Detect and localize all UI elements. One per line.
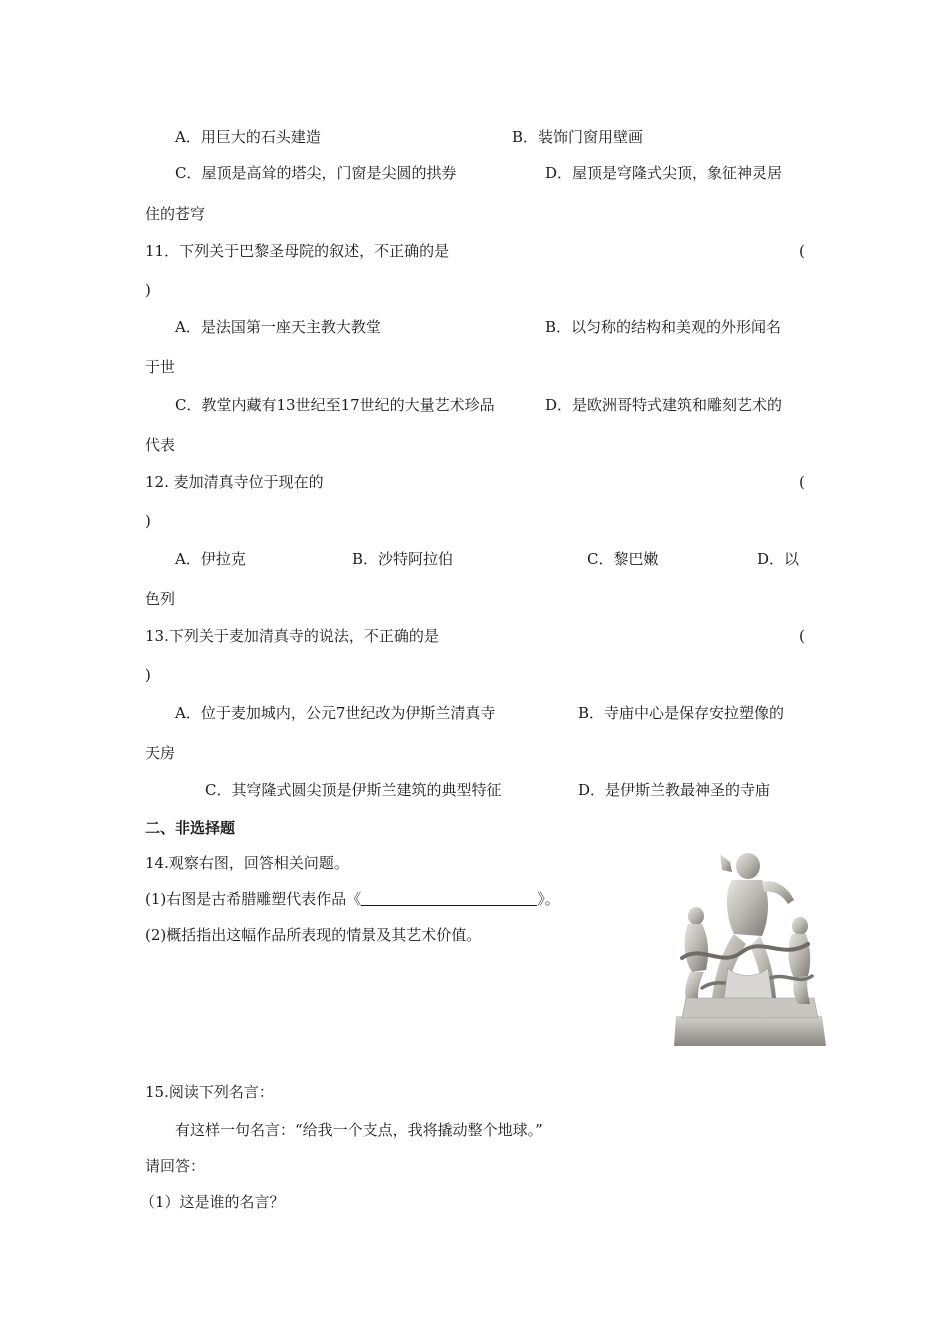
q14-stem: 14.观察右图，回答相关问题。 [145,854,349,872]
q12-option-b: B．沙特阿拉伯 [352,550,454,568]
statue-central-head [736,853,760,879]
q12-option-c: C．黎巴嫩 [587,550,659,568]
q14-sub1-suffix: 》。 [537,890,560,908]
q13-option-b-continued: 天房 [145,744,176,762]
q13-option-c: C．其穹隆式圆尖顶是伊斯兰建筑的典型特征 [205,781,502,799]
q12-stem: 12. 麦加清真寺位于现在的 [145,473,324,491]
q15-prompt: 请回答： [145,1157,206,1175]
q10-option-c: C．屋顶是高耸的塔尖，门窗是尖圆的拱券 [175,164,457,182]
statue-left-son [688,907,704,925]
laocoon-statue-image [672,848,828,1048]
statue-right-son [792,917,808,935]
q10-option-a: A．用巨大的石头建造 [175,128,321,146]
q13-option-b: B．寺庙中心是保存安拉塑像的 [578,704,785,722]
q11-stem: 11．下列关于巴黎圣母院的叙述，不正确的是 [145,242,450,260]
q12-answer-paren-open: ( [799,473,805,491]
q15-sub1: （1）这是谁的名言？ [140,1193,285,1211]
q13-stem: 13.下列关于麦加清真寺的说法，不正确的是 [145,627,439,645]
q10-option-d-continued: 住的苍穹 [145,205,206,223]
q11-answer-paren-close: ) [145,281,151,299]
q15-quote: 有这样一句名言：“给我一个支点，我将撬动整个地球。” [175,1121,543,1139]
q11-option-d-continued: 代表 [145,436,176,454]
q14-sub2: (2)概括指出这幅作品所表现的情景及其艺术价值。 [145,926,482,944]
q14-sub1-prefix: (1)右图是古希腊雕塑代表作品《 [145,890,362,908]
q15-stem: 15.阅读下列名言： [145,1083,274,1101]
q14-answer-blank[interactable] [361,891,537,906]
q11-option-a: A．是法国第一座天主教大教堂 [175,318,381,336]
q12-answer-paren-close: ) [145,512,151,530]
statue-plinth [674,1016,826,1046]
q11-option-d: D．是欧洲哥特式建筑和雕刻艺术的 [545,396,783,414]
q11-answer-paren-open: ( [799,242,805,260]
q11-option-c: C．教堂内藏有13世纪至17世纪的大量艺术珍品 [175,396,495,414]
q10-option-b: B．装饰门窗用壁画 [512,128,644,146]
q11-option-b-continued: 于世 [145,358,176,376]
statue-central-torso [727,880,768,936]
q14-sub1 [145,889,560,909]
q11-option-b: B．以匀称的结构和美观的外形闻名 [545,318,782,336]
q12-option-a: A．伊拉克 [175,550,246,568]
q13-option-a: A．位于麦加城内，公元7世纪改为伊斯兰清真寺 [175,704,496,722]
q13-answer-paren-open: ( [799,627,805,645]
section-heading: 二、非选择题 [145,819,236,837]
q12-option-d-continued: 色列 [145,590,176,608]
q13-option-d: D．是伊斯兰教最神圣的寺庙 [578,781,771,799]
q12-option-d: D．以 [757,550,800,568]
q10-option-d: D．屋顶是穹隆式尖顶，象征神灵居 [545,164,783,182]
q13-answer-paren-close: ) [145,666,151,684]
